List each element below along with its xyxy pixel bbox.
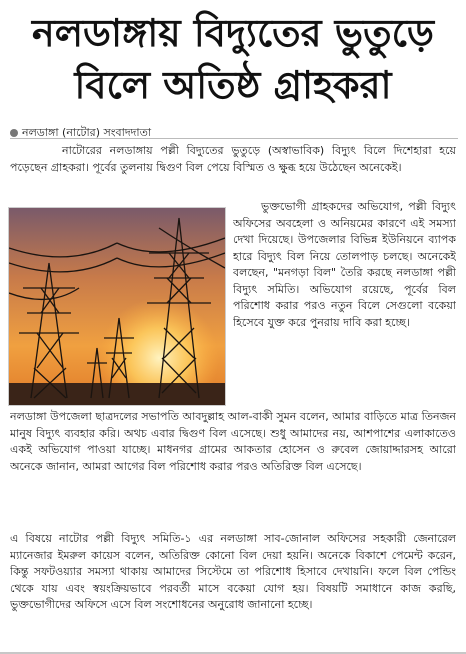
byline xyxy=(10,124,458,143)
paragraph-intro: নাটোরের নলডাঙ্গায় পল্লী বিদ্যুতের ভুতুড়ে (অস্বাভাবিক) বিদ্যুৎ বিলে দিশেহারা হয়ে পড়েছেন গ্রাহকরা। পূর্বের তুলনায় দ্বিগুণ বিল পেয়ে বিস্মিত ও ক্ষুব্ধ হয়ে উঠেছেন অনেকেই। xyxy=(10,144,456,174)
bullet-icon xyxy=(10,129,18,137)
paragraph-side: ভুক্তভোগী গ্রাহকদের অভিযোগ, পল্লী বিদ্যুৎ অফিসের অবহেলা ও অনিয়মের কারণে এই সমস্যা দেখা দিয়েছে। উপজেলার বিভিন্ন ইউনিয়নে ব্যাপক হারে বিদ্যুৎ বিল নিয়ে তোলপাড় চলছে। অনেকেই বলছেন, "মনগড়া বিল" তৈরি করছে নলডাঙ্গা পল্লী বিদ্যুৎ সমিতি। অভিযোগ রয়েছে, পূর্বের বিল পরিশোধ করার পরও নতুন বিলে সেগুলো বকেয়া হিসেবে যুক্ত করে পুনরায় দাবি করা হচ্ছে। xyxy=(233,200,456,329)
paragraph-3: নলডাঙ্গা উপজেলা ছাত্রদলের সভাপতি আবদুল্লাহ আল-বাকী সুমন বলেন, আমার বাড়িতে মাত্র তিনজন মানুষ বিদ্যুৎ ব্যবহার করি। অথচ এবার দ্বিগুণ বিল এসেছে। শুধু আমাদের নয়, আশপাশের এলাকাতেও একই অভিযোগ পাওয়া যাচ্ছে। মাধনগর গ্রামের আকতার হোসেন ও রুবেল জোয়াদ্দারসহ আরো অনেকে জানান, আমরা আগের বিল পরিশোধ করার পরও অতিরিক্ত বিল এসেছে। xyxy=(10,410,456,473)
headline-line-2: বিলে অতিষ্ঠ গ্রাহকরা xyxy=(74,63,392,107)
article-photo xyxy=(8,207,226,406)
headline-line-1: নলডাঙ্গায় বিদ্যুতের ভুতুড়ে xyxy=(32,11,434,55)
power-pylons-image xyxy=(9,208,225,405)
divider xyxy=(10,138,458,139)
byline-text: নলডাঙ্গা (নাটোর) সংবাদদাতা xyxy=(22,126,152,139)
paragraph-4: এ বিষয়ে নাটোর পল্লী বিদ্যুৎ সমিতি-১ এর নলডাঙ্গা সাব-জোনাল অফিসের সহকারী জেনারেল ম্যানেজার ইমরুল কায়েস বলেন, অতিরিক্ত কোনো বিল দেয়া হয়নি। অনেকে বিকাশে পেমেন্ট করেন, কিন্তু সফটওয়্যার সমস্যা থাকায় আমাদের সিস্টেমে তা পরিশোধ হিসাবে দেখায়নি। ফলে বিল পেন্ডিং থেকে যায় এবং স্বয়ংক্রিয়ভাবে পরবর্তী মাসে বকেয়া যোগ হয়। বিষয়টি সমাধানে কাজ করছি, ভুক্তভোগীদের অফিসে এসে বিল সংশোধনের অনুরোধ জানানো হচ্ছে। xyxy=(10,532,456,611)
